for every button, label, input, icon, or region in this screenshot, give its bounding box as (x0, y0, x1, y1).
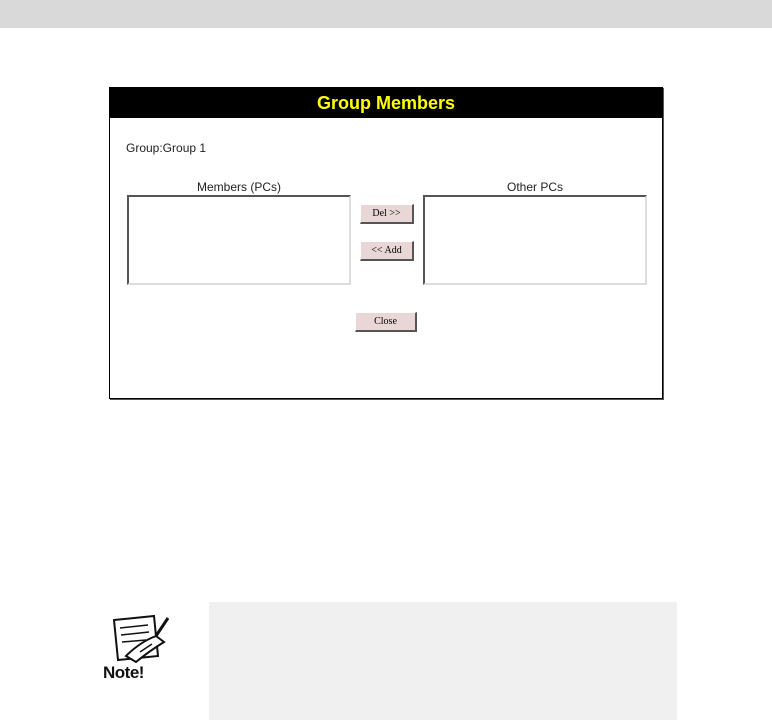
group-members-dialog (109, 87, 663, 399)
members-list-label: Members (PCs) (196, 180, 281, 194)
other-pcs-list-label: Other PCs (506, 180, 563, 194)
del-button[interactable]: Del >> (360, 204, 414, 224)
other-pcs-listbox[interactable] (423, 195, 647, 285)
add-button[interactable]: << Add (360, 241, 414, 261)
note-box (209, 602, 677, 720)
group-label: Group:Group 1 (126, 141, 207, 155)
members-listbox[interactable] (127, 195, 351, 285)
top-band (0, 0, 772, 28)
dialog-title: Group Members (110, 88, 662, 118)
close-button[interactable]: Close (355, 312, 417, 332)
note-label: Note! (103, 663, 144, 682)
